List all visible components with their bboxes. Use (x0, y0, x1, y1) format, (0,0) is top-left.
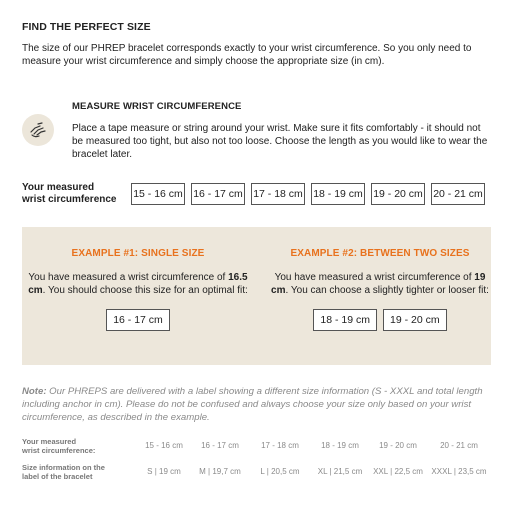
example-title: EXAMPLE #1: SINGLE SIZE (71, 248, 205, 259)
hand-measuring-icon (28, 120, 48, 140)
measure-title: MEASURE WRIST CIRCUMFERENCE (72, 101, 242, 112)
example-single-size (28, 227, 248, 331)
example-size-choice[interactable]: 16 - 17 cm (106, 309, 170, 331)
table-cell: XXXL | 23,5 cm (431, 467, 487, 476)
table-cell: 19 - 20 cm (379, 441, 417, 450)
size-option-17-18[interactable]: 17 - 18 cm (251, 183, 305, 205)
examples-panel (22, 227, 491, 365)
example-measured-value: 16.5 cm (28, 272, 248, 296)
example-text: You have measured a wrist circumference of 19 cm. You can choose a slightly tighter or looser fit: (271, 272, 489, 296)
size-option-18-19[interactable]: 18 - 19 cm (311, 183, 365, 205)
table-cell: S | 19 cm (147, 467, 181, 476)
wrist-label-line: Your measured (22, 182, 95, 193)
size-options (131, 183, 485, 205)
table-cell: 16 - 17 cm (201, 441, 239, 450)
size-option-19-20[interactable]: 19 - 20 cm (371, 183, 425, 205)
table-row-label-wrist: Your measured wrist circumference: (22, 437, 96, 455)
example-measured-value: 19 cm (271, 272, 486, 296)
measure-icon-badge (22, 114, 54, 146)
table-row-label-bracelet: Size information on the label of the bracelet (22, 463, 105, 481)
example-title: EXAMPLE #2: BETWEEN TWO SIZES (290, 248, 470, 259)
table-cell: L | 20,5 cm (260, 467, 300, 476)
table-cell: XXL | 22,5 cm (373, 467, 423, 476)
table-cell: 20 - 21 cm (440, 441, 478, 450)
table-cell: 17 - 18 cm (261, 441, 299, 450)
table-cell: 18 - 19 cm (321, 441, 359, 450)
table-cell: M | 19,7 cm (199, 467, 241, 476)
table-cell: 15 - 16 cm (145, 441, 183, 450)
example-between-sizes (270, 227, 490, 331)
wrist-label-line: wrist circumference (22, 194, 117, 205)
measure-text: Place a tape measure or string around your wrist. Make sure it fits comfortably - it should not be measured too tight, but also not too loose. Choose the length as you would like to wear the bracelet later. (72, 123, 488, 160)
note-text: Note: Our PHREPS are delivered with a label showing a different size information (S - XXXL and total length including anchor in cm). Please do not be confused and always choose your size only based on your wrist circumference, as described in the example. (22, 386, 483, 423)
note-label: Note: (22, 386, 47, 397)
size-option-16-17[interactable]: 16 - 17 cm (191, 183, 245, 205)
example-choices (270, 309, 490, 331)
example-text: You have measured a wrist circumference of 16.5 cm. You should choose this size for an optimal fit: (28, 272, 248, 296)
intro-text: The size of our PHREP bracelet corresponds exactly to your wrist circumference. So you only need to measure your wrist circumference and simply choose the appropriate size (in cm). (22, 43, 472, 67)
example-size-choice[interactable]: 19 - 20 cm (383, 309, 447, 331)
wrist-circumference-label (22, 182, 117, 206)
page-title: FIND THE PERFECT SIZE (22, 21, 151, 33)
size-option-20-21[interactable]: 20 - 21 cm (431, 183, 485, 205)
example-choices (28, 309, 248, 331)
table-cell: XL | 21,5 cm (317, 467, 363, 476)
example-size-choice[interactable]: 18 - 19 cm (313, 309, 377, 331)
size-option-15-16[interactable]: 15 - 16 cm (131, 183, 185, 205)
